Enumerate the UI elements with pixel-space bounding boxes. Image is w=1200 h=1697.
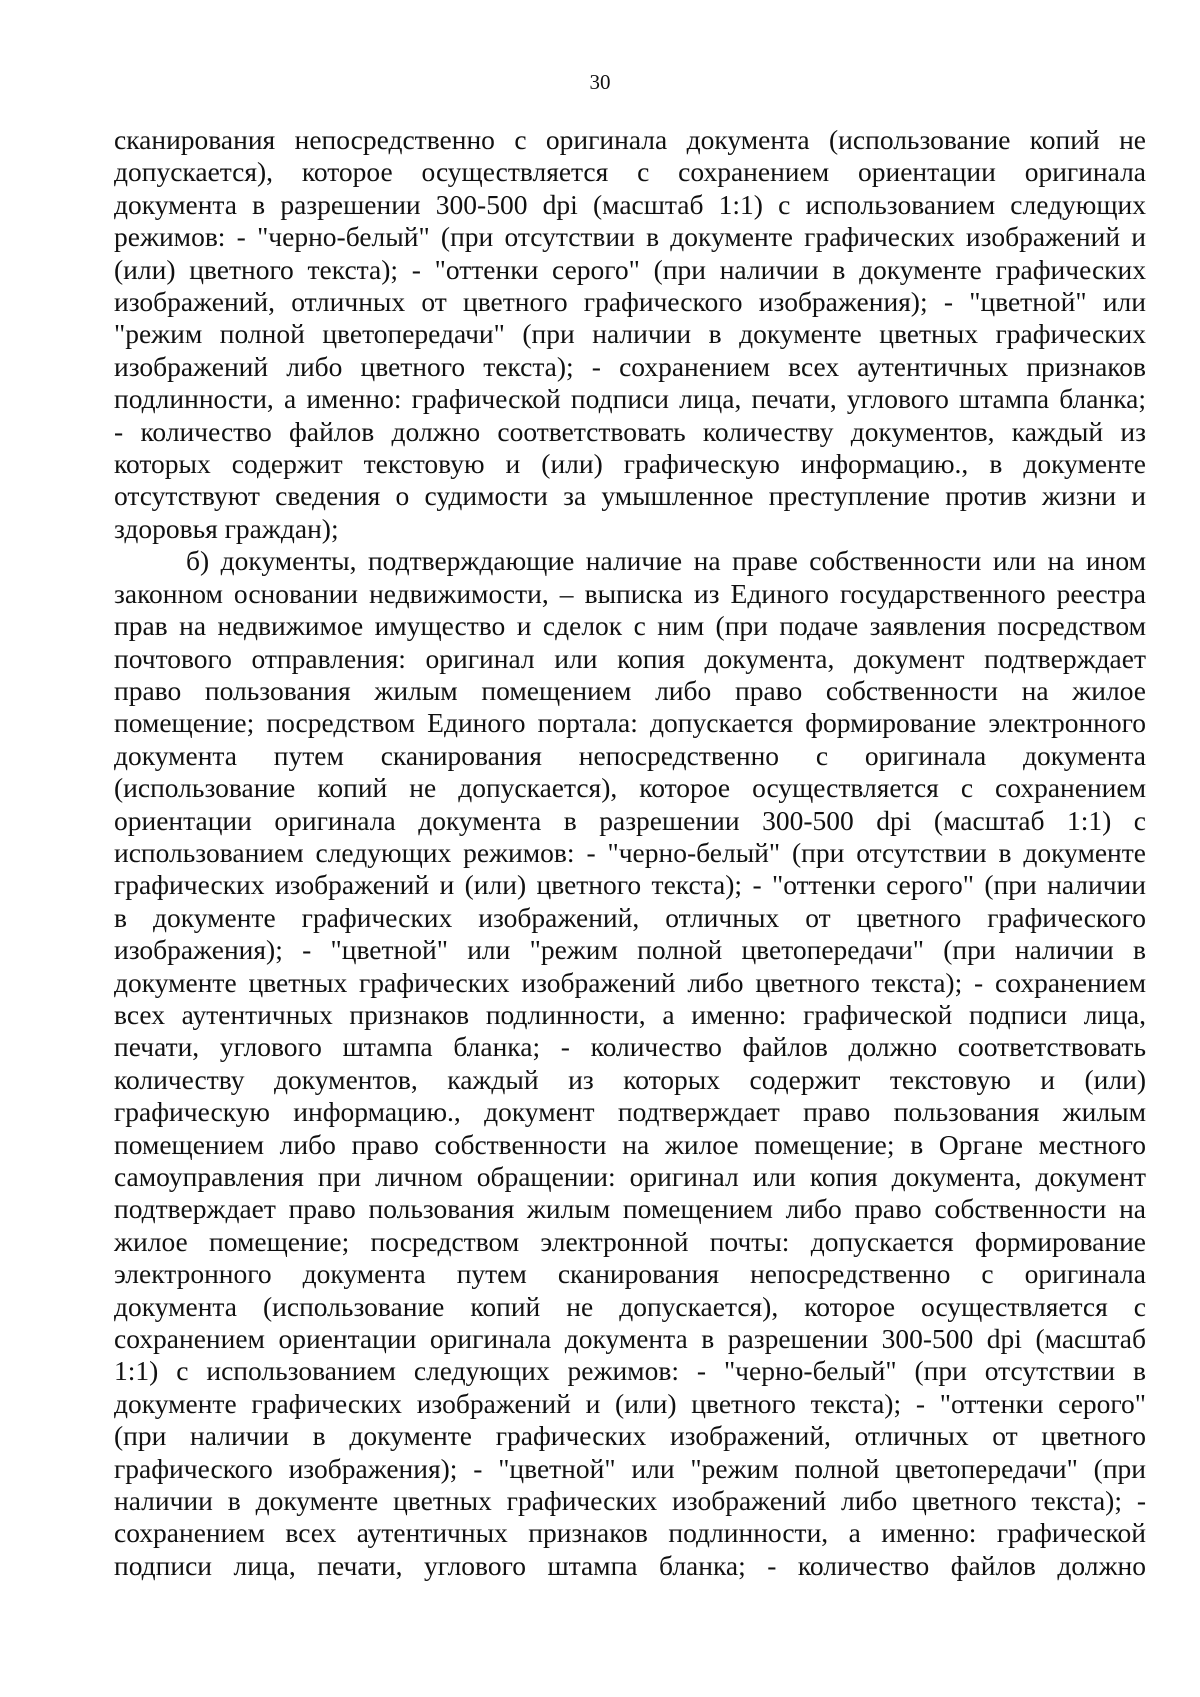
text-line: использованием следующих режимов: - "черно-белый" (при отсутствии в документе xyxy=(114,836,1146,868)
text-line: графических изображений и (или) цветного текста); - "оттенки серого" (при наличии xyxy=(114,869,1146,901)
text-line: законном основании недвижимости, – выписка из Единого государственного реестра xyxy=(114,577,1146,609)
text-line: помещением либо право собственности на жилое помещение; в Органе местного xyxy=(114,1128,1146,1160)
document-body xyxy=(114,124,1146,1582)
text-line: электронного документа путем сканирования непосредственно с оригинала xyxy=(114,1258,1146,1290)
text-line: графического изображения); - "цветной" или "режим полной цветопередачи" (при xyxy=(114,1452,1146,1484)
text-line: (при наличии в документе графических изображений, отличных от цветного xyxy=(114,1420,1146,1452)
text-line: здоровья граждан); xyxy=(114,512,339,544)
text-line: почтового отправления: оригинал или копия документа, документ подтверждает xyxy=(114,642,1146,674)
text-line: самоуправления при личном обращении: оригинал или копия документа, документ xyxy=(114,1161,1146,1192)
text-line: (или) цветного текста); - "оттенки серого" (при наличии в документе графических xyxy=(114,253,1146,285)
text-line: изображения); - "цветной" или "режим полной цветопередачи" (при наличии в xyxy=(114,934,1146,966)
text-line: право пользования жилым помещением либо право собственности на жилое xyxy=(114,674,1146,706)
text-line: документе графических изображений и (или) цветного текста); - "оттенки серого" xyxy=(114,1387,1146,1419)
text-line: режимов: - "черно-белый" (при отсутствии в документе графических изображений и xyxy=(114,221,1146,253)
text-line: - количество файлов должно соответствовать количеству документов, каждый из xyxy=(114,415,1146,447)
text-line: допускается), которое осуществляется с сохранением ориентации оригинала xyxy=(114,156,1146,188)
text-line: наличии в документе цветных графических изображений либо цветного текста); - xyxy=(114,1485,1146,1517)
text-line: подлинности, а именно: графической подписи лица, печати, углового штампа бланка; xyxy=(114,383,1146,415)
text-line: документа (использование копий не допускается), которое осуществляется с xyxy=(114,1290,1146,1322)
text-line: сохранением всех аутентичных признаков подлинности, а именно: графической xyxy=(114,1517,1146,1549)
text-line: 1:1) с использованием следующих режимов: - "черно-белый" (при отсутствии в xyxy=(114,1355,1146,1387)
text-line: документе цветных графических изображений либо цветного текста); - сохранением xyxy=(114,966,1146,998)
text-line: (использование копий не допускается), которое осуществляется с сохранением xyxy=(114,772,1146,804)
text-line: подписи лица, печати, углового штампа бланка; - количество файлов должно xyxy=(114,1549,1146,1581)
text-line: изображений, отличных от цветного графического изображения); - "цветной" или xyxy=(114,286,1146,318)
text-line: документа в разрешении 300-500 dpi (масштаб 1:1) с использованием следующих xyxy=(114,188,1146,220)
text-line: всех аутентичных признаков подлинности, а именно: графической подписи лица, xyxy=(114,998,1146,1030)
text-line: прав на недвижимое имущество и сделок с ним (при подаче заявления посредством xyxy=(114,610,1146,642)
text-line: печати, углового штампа бланка; - количество файлов должно соответствовать xyxy=(114,1031,1146,1063)
text-line: графическую информацию., документ подтверждает право пользования жилым xyxy=(114,1096,1146,1128)
text-line: помещение; посредством Единого портала: допускается формирование электронного xyxy=(114,707,1146,739)
text-line: сканирования непосредственно с оригинала документа (использование копий не xyxy=(114,124,1146,155)
text-line: б) документы, подтверждающие наличие на праве собственности или на ином xyxy=(186,545,1146,577)
text-line: которых содержит текстовую и (или) графическую информацию., в документе xyxy=(114,448,1146,480)
text-line: отсутствуют сведения о судимости за умышленное преступление против жизни и xyxy=(114,480,1146,512)
page-number: 30 xyxy=(589,70,611,94)
text-line: сохранением ориентации оригинала документа в разрешении 300-500 dpi (масштаб xyxy=(114,1323,1146,1355)
text-line: документа путем сканирования непосредственно с оригинала документа xyxy=(114,739,1146,771)
text-line: ориентации оригинала документа в разрешении 300-500 dpi (масштаб 1:1) с xyxy=(114,804,1146,836)
text-line: жилое помещение; посредством электронной почты: допускается формирование xyxy=(114,1225,1146,1257)
text-line: в документе графических изображений, отличных от цветного графического xyxy=(114,901,1146,933)
text-line: количеству документов, каждый из которых содержит текстовую и (или) xyxy=(114,1063,1146,1095)
text-line: подтверждает право пользования жилым помещением либо право собственности на xyxy=(114,1193,1146,1225)
text-line: "режим полной цветопередачи" (при наличии в документе цветных графических xyxy=(114,318,1146,350)
text-line: изображений либо цветного текста); - сохранением всех аутентичных признаков xyxy=(114,350,1146,382)
